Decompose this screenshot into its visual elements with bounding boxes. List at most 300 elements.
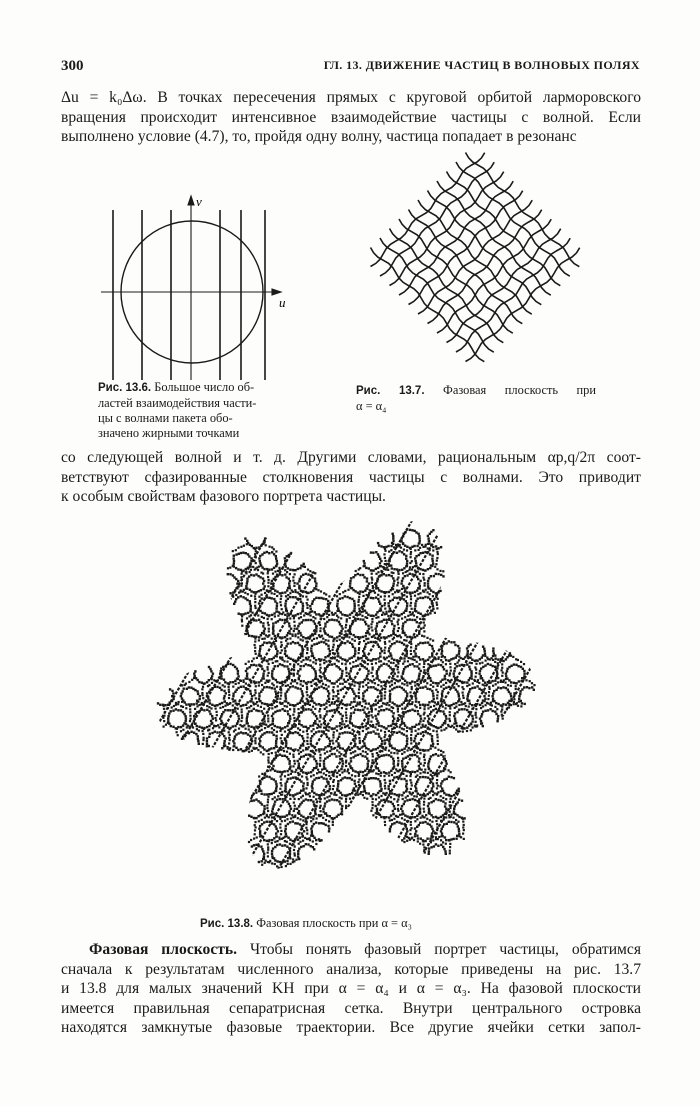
trajectory-dot [258, 775, 260, 777]
trajectory-dot [424, 642, 426, 644]
trajectory-dot [388, 640, 390, 642]
trajectory-dot [285, 697, 287, 699]
trajectory-dot [284, 790, 286, 792]
separatrix-curve [456, 238, 570, 352]
trajectory-dot [264, 727, 266, 729]
trajectory-dot [203, 728, 205, 730]
trajectory-dot [406, 695, 408, 697]
separatrix-line [337, 505, 557, 885]
trajectory-dot [314, 633, 316, 635]
trajectory-dot [210, 720, 212, 722]
trajectory-dot [284, 785, 286, 787]
trajectory-dot [435, 838, 437, 840]
trajectory-dot [421, 635, 423, 637]
trajectory-dot [274, 665, 276, 667]
trajectory-dot [271, 707, 273, 709]
trajectory-dot [311, 830, 313, 832]
trajectory-dot [383, 599, 385, 601]
trajectory-dot [287, 643, 289, 645]
trajectory-dot [376, 723, 378, 725]
trajectory-dot [234, 710, 236, 712]
trajectory-dot [293, 852, 295, 854]
trajectory-dot [353, 655, 355, 657]
trajectory-dot [437, 785, 439, 787]
trajectory-dot [202, 733, 204, 735]
trajectory-dot [417, 793, 419, 795]
trajectory-dot [475, 714, 477, 716]
trajectory-dot [393, 568, 395, 570]
trajectory-dot [233, 603, 235, 605]
trajectory-dot [289, 777, 291, 779]
trajectory-dot [279, 823, 281, 825]
trajectory-dot [306, 604, 308, 606]
trajectory-dot [292, 641, 294, 643]
trajectory-dot [475, 663, 477, 665]
trajectory-dot [402, 773, 404, 775]
trajectory-dot [384, 688, 386, 690]
trajectory-dot [423, 798, 425, 800]
trajectory-dot [412, 611, 414, 613]
trajectory-dot [410, 614, 412, 616]
trajectory-dot [377, 773, 379, 775]
trajectory-dot [495, 683, 497, 685]
trajectory-dot [267, 799, 269, 801]
trajectory-dot [444, 850, 446, 852]
trajectory-dot [409, 779, 411, 781]
trajectory-dot [241, 570, 243, 572]
trajectory-dot [450, 838, 452, 840]
trajectory-dot [440, 754, 442, 756]
trajectory-dot [280, 657, 282, 659]
trajectory-dot [392, 599, 394, 601]
trajectory-dot [306, 829, 308, 831]
trajectory-dot [349, 632, 351, 634]
trajectory-dot [436, 734, 438, 736]
trajectory-dot [384, 592, 386, 594]
trajectory-dot [263, 723, 265, 725]
trajectory-dot [340, 625, 342, 627]
trajectory-dot [267, 810, 269, 812]
trajectory-dot [251, 845, 253, 847]
trajectory-dot [428, 812, 430, 814]
trajectory-dot [362, 619, 364, 621]
trajectory-dot [261, 638, 263, 640]
trajectory-dot [264, 638, 266, 640]
trajectory-dot [482, 684, 484, 686]
trajectory-dot [431, 821, 433, 823]
trajectory-dot [376, 689, 378, 691]
trajectory-dot [261, 657, 263, 659]
trajectory-dot [300, 665, 302, 667]
trajectory-dot [458, 659, 460, 661]
trajectory-dot [293, 711, 295, 713]
trajectory-dot [419, 707, 421, 709]
trajectory-dot [348, 636, 350, 638]
trajectory-dot [207, 685, 209, 687]
trajectory-dot [423, 663, 425, 665]
trajectory-dot [487, 698, 489, 700]
trajectory-dot [449, 666, 451, 668]
trajectory-dot [284, 647, 286, 649]
text-line: Δu = k₀Δω. В точках пересечения прямых с круговой орбитой ларморовского [61, 89, 641, 106]
trajectory-dot [285, 745, 287, 747]
trajectory-dot [350, 712, 352, 714]
trajectory-dot [341, 805, 343, 807]
trajectory-dot [357, 781, 359, 783]
trajectory-dot [264, 862, 266, 864]
trajectory-dot [255, 737, 257, 739]
trajectory-dot [406, 619, 408, 621]
trajectory-dot [293, 673, 295, 675]
trajectory-dot [248, 575, 250, 577]
trajectory-dot [391, 657, 393, 659]
trajectory-dot [279, 663, 281, 665]
trajectory-dot [383, 649, 385, 651]
trajectory-dot [324, 656, 326, 658]
trajectory-dot [377, 668, 379, 670]
trajectory-dot [243, 724, 245, 726]
trajectory-dot [441, 648, 443, 650]
trajectory-dot [289, 821, 291, 823]
trajectory-dot [503, 679, 505, 681]
trajectory-dot [345, 711, 347, 713]
trajectory-dot [181, 701, 183, 703]
trajectory-dot [267, 726, 269, 728]
trajectory-dot [248, 710, 250, 712]
trajectory-dot [384, 658, 386, 660]
trajectory-dot [375, 732, 377, 734]
trajectory-dot [385, 611, 387, 613]
trajectory-dot [435, 545, 437, 547]
trajectory-dot [423, 622, 425, 624]
trajectory-dot [357, 665, 359, 667]
trajectory-dot [288, 763, 290, 765]
trajectory-dot [449, 714, 451, 716]
trajectory-dot [272, 662, 274, 664]
trajectory-dot [440, 770, 442, 772]
trajectory-dot [221, 702, 223, 704]
trajectory-dot [341, 718, 343, 720]
trajectory-dot [313, 796, 315, 798]
trajectory-dot [279, 652, 281, 654]
trajectory-dot [250, 569, 252, 571]
trajectory-dot [389, 828, 391, 830]
trajectory-dot [344, 642, 346, 644]
trajectory-dot [186, 726, 188, 728]
trajectory-dot [458, 799, 460, 801]
trajectory-dot [268, 686, 270, 688]
trajectory-dot [242, 679, 244, 681]
trajectory-dot [472, 718, 474, 720]
trajectory-dot [260, 589, 262, 591]
trajectory-dot [305, 663, 307, 665]
trajectory-dot [243, 589, 245, 591]
trajectory-dot [339, 593, 341, 595]
trajectory-dot [403, 792, 405, 794]
trajectory-dot [271, 853, 273, 855]
trajectory-dot [298, 630, 300, 632]
trajectory-dot [337, 746, 339, 748]
trajectory-dot [391, 643, 393, 645]
trajectory-dot [444, 722, 446, 724]
trajectory-dot [273, 823, 275, 825]
trajectory-dot [198, 704, 200, 706]
trajectory-dot [380, 795, 382, 797]
trajectory-dot [279, 788, 281, 790]
trajectory-dot [462, 821, 464, 823]
trajectory-dot [366, 588, 368, 590]
trajectory-dot [240, 552, 242, 554]
trajectory-dot [325, 778, 327, 780]
trajectory-dot [293, 705, 295, 707]
trajectory-dot [396, 597, 398, 599]
trajectory-dot [260, 814, 262, 816]
trajectory-dot [328, 701, 330, 703]
trajectory-dot [372, 777, 374, 779]
trajectory-dot [339, 713, 341, 715]
trajectory-dot [291, 771, 293, 773]
trajectory-dot [202, 730, 204, 732]
trajectory-dot [320, 667, 322, 669]
trajectory-dot [384, 703, 386, 705]
trajectory-dot [327, 645, 329, 647]
trajectory-dot [298, 843, 300, 845]
trajectory-dot [354, 653, 356, 655]
trajectory-dot [354, 755, 356, 757]
trajectory-dot [311, 744, 313, 746]
trajectory-dot [233, 738, 235, 740]
trajectory-dot [266, 815, 268, 817]
trajectory-dot [313, 767, 315, 769]
trajectory-dot [346, 672, 348, 674]
trajectory-dot [328, 730, 330, 732]
trajectory-dot [416, 770, 418, 772]
trajectory-dot [365, 632, 367, 634]
trajectory-dot [419, 588, 421, 590]
trajectory-dot [275, 660, 277, 662]
trajectory-dot [315, 662, 317, 664]
trajectory-dot [354, 770, 356, 772]
trajectory-dot [276, 726, 278, 728]
trajectory-dot [241, 582, 243, 584]
trajectory-dot [385, 772, 387, 774]
trajectory-dot [261, 793, 263, 795]
trajectory-dot [261, 594, 263, 596]
trajectory-dot [380, 647, 382, 649]
trajectory-dot [324, 758, 326, 760]
trajectory-dot [510, 685, 512, 687]
trajectory-dot [409, 566, 411, 568]
trajectory-dot [320, 627, 322, 629]
trajectory-dot [407, 710, 409, 712]
trajectory-dot [275, 780, 277, 782]
trajectory-dot [401, 720, 403, 722]
trajectory-dot [427, 585, 429, 587]
trajectory-dot [423, 764, 425, 766]
trajectory-dot [458, 695, 460, 697]
trajectory-dot [305, 827, 307, 829]
trajectory-dot [206, 705, 208, 707]
trajectory-dot [383, 754, 385, 756]
trajectory-dot [354, 783, 356, 785]
trajectory-dot [465, 705, 467, 707]
trajectory-dot [440, 816, 442, 818]
trajectory-dot [190, 687, 192, 689]
trajectory-dot [420, 732, 422, 734]
trajectory-dot [297, 767, 299, 769]
trajectory-dot [197, 740, 199, 742]
trajectory-dot [266, 775, 268, 777]
trajectory-dot [359, 753, 361, 755]
trajectory-dot [461, 703, 463, 705]
trajectory-dot [180, 730, 182, 732]
trajectory-dot [246, 722, 248, 724]
trajectory-dot [351, 778, 353, 780]
trajectory-dot [442, 570, 444, 572]
trajectory-dot [428, 850, 430, 852]
trajectory-dot [305, 843, 307, 845]
trajectory-dot [457, 825, 459, 827]
trajectory-dot [232, 565, 234, 567]
trajectory-dot [234, 601, 236, 603]
trajectory-dot [375, 630, 377, 632]
trajectory-dot [307, 681, 309, 683]
trajectory-dot [489, 708, 491, 710]
trajectory-dot [427, 641, 429, 643]
trajectory-dot [353, 693, 355, 695]
trajectory-dot [389, 783, 391, 785]
trajectory-dot [367, 765, 369, 767]
trajectory-dot [398, 590, 400, 592]
trajectory-dot [458, 685, 460, 687]
trajectory-dot [414, 799, 416, 801]
trajectory-dot [428, 853, 430, 855]
trajectory-dot [436, 682, 438, 684]
trajectory-dot [402, 715, 404, 717]
trajectory-dot [305, 637, 307, 639]
trajectory-dot [191, 679, 193, 681]
trajectory-dot [254, 689, 256, 691]
trajectory-dot [430, 711, 432, 713]
trajectory-dot [454, 667, 456, 669]
trajectory-dot [468, 666, 470, 668]
trajectory-dot [363, 565, 365, 567]
trajectory-dot [258, 861, 260, 863]
trajectory-dot [289, 708, 291, 710]
trajectory-dot [167, 715, 169, 717]
text-line: со следующей волной и т. д. Другими словами, рациональным αp,q/2π соот- [61, 449, 641, 466]
trajectory-dot [401, 760, 403, 762]
trajectory-dot [367, 718, 369, 720]
trajectory-dot [392, 537, 394, 539]
trajectory-dot [449, 672, 451, 674]
trajectory-dot [261, 689, 263, 691]
trajectory-dot [387, 800, 389, 802]
trajectory-dot [513, 701, 515, 703]
trajectory-dot [263, 588, 265, 590]
trajectory-dot [515, 685, 517, 687]
trajectory-dot [334, 656, 336, 658]
trajectory-dot [433, 845, 435, 847]
trajectory-dot [422, 844, 424, 846]
trajectory-dot [427, 772, 429, 774]
trajectory-dot [337, 693, 339, 695]
trajectory-dot [276, 595, 278, 597]
trajectory-dot [416, 755, 418, 757]
trajectory-dot [253, 838, 255, 840]
trajectory-dot [248, 725, 250, 727]
trajectory-dot [403, 643, 405, 645]
trajectory-dot [315, 715, 317, 717]
trajectory-dot [489, 688, 491, 690]
trajectory-dot [325, 643, 327, 645]
trajectory-dot [302, 737, 304, 739]
trajectory-dot [307, 664, 309, 666]
trajectory-dot [288, 578, 290, 580]
trajectory-dot [384, 643, 386, 645]
trajectory-dot [180, 695, 182, 697]
trajectory-dot [329, 785, 331, 787]
caption-text: Большое число об- [154, 380, 255, 394]
trajectory-dot [442, 751, 444, 753]
trajectory-dot [352, 706, 354, 708]
trajectory-dot [418, 656, 420, 658]
trajectory-dot [229, 734, 231, 736]
trajectory-dot [428, 656, 430, 658]
trajectory-dot [254, 829, 256, 831]
trajectory-dot [389, 690, 391, 692]
trajectory-dot [262, 850, 264, 852]
trajectory-dot [414, 726, 416, 728]
trajectory-dot [328, 745, 330, 747]
trajectory-dot [253, 694, 255, 696]
trajectory-dot [264, 585, 266, 587]
trajectory-dot [197, 735, 199, 737]
caption-text: цы с волнами пакета обо- [98, 411, 233, 425]
trajectory-dot [392, 810, 394, 812]
trajectory-dot [409, 593, 411, 595]
trajectory-dot [453, 670, 455, 672]
trajectory-dot [280, 646, 282, 648]
trajectory-dot [244, 537, 246, 539]
trajectory-dot [419, 749, 421, 751]
trajectory-dot [445, 642, 447, 644]
trajectory-dot [263, 732, 265, 734]
trajectory-dot [462, 692, 464, 694]
trajectory-dot [249, 731, 251, 733]
trajectory-dot [427, 677, 429, 679]
trajectory-dot [235, 683, 237, 685]
trajectory-dot [237, 678, 239, 680]
trajectory-dot [237, 715, 239, 717]
trajectory-dot [314, 617, 316, 619]
trajectory-dot [302, 835, 304, 837]
trajectory-dot [375, 805, 377, 807]
trajectory-dot [392, 543, 394, 545]
trajectory-dot [463, 829, 465, 831]
trajectory-dot [371, 680, 373, 682]
trajectory-dot [225, 692, 227, 694]
trajectory-dot [310, 700, 312, 702]
trajectory-dot [349, 613, 351, 615]
trajectory-dot [388, 730, 390, 732]
trajectory-dot [235, 567, 237, 569]
trajectory-dot [431, 645, 433, 647]
trajectory-dot [315, 760, 317, 762]
trajectory-dot [405, 697, 407, 699]
trajectory-dot [241, 625, 243, 627]
trajectory-dot [488, 691, 490, 693]
